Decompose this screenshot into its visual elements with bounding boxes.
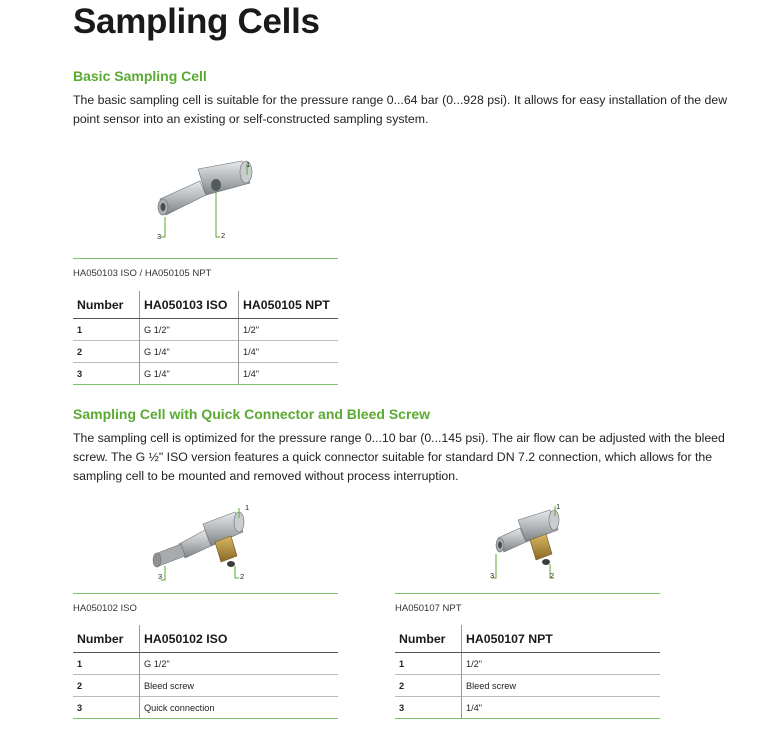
table-cell: 2 <box>73 675 140 697</box>
callout-1: 1 <box>246 160 251 169</box>
callout-1: 1 <box>556 502 561 511</box>
page-title: Sampling Cells <box>73 2 320 41</box>
callout-2: 2 <box>550 571 555 580</box>
table-cell: 1/2" <box>462 653 661 675</box>
column-header: HA050102 ISO <box>140 625 339 653</box>
column-header: Number <box>395 625 462 653</box>
callout-3: 3 <box>157 232 162 241</box>
table-cell: 1/4" <box>239 341 339 363</box>
callout-2: 2 <box>221 231 226 240</box>
table-row <box>395 653 660 675</box>
table-cell: 1/4" <box>462 697 661 719</box>
table-row <box>73 675 338 697</box>
image-caption: HA050107 NPT <box>395 603 462 614</box>
image-divider <box>73 258 338 259</box>
table-cell: 1 <box>395 653 462 675</box>
table-header-row <box>73 625 338 653</box>
table-header-row <box>395 625 660 653</box>
table-cell: G 1/2" <box>140 319 239 341</box>
table-cell: 3 <box>395 697 462 719</box>
iso-spec-table <box>73 625 338 719</box>
table-cell: G 1/2" <box>140 653 339 675</box>
table-row <box>73 319 338 341</box>
table-row <box>395 697 660 719</box>
quick-connector-cell-image <box>135 500 255 585</box>
basic-sampling-cell-image <box>150 155 260 245</box>
callout-3: 3 <box>490 571 495 580</box>
table-cell: Bleed screw <box>462 675 661 697</box>
callout-3: 3 <box>158 572 163 581</box>
section-description-quick: The sampling cell is optimized for the pressure range 0...10 bar (0...145 psi). The air flow can be adjusted with the bleed screw. The G ½" ISO version features a quick connector suitable for standard DN 7.2 connection, which allows for the sampling cell to be mounted and removed without process interruption. <box>73 431 725 483</box>
table-cell: 1 <box>73 653 140 675</box>
callout-2: 2 <box>240 572 245 581</box>
image-divider <box>395 593 660 594</box>
column-header: Number <box>73 625 140 653</box>
table-cell: 3 <box>73 363 140 385</box>
table-header-row <box>73 291 338 319</box>
basic-spec-table <box>73 291 338 385</box>
table-row <box>73 697 338 719</box>
table-row <box>395 675 660 697</box>
section-description-basic: The basic sampling cell is suitable for the pressure range 0...64 bar (0...928 psi). It allows for easy installation of the dew point sensor into an existing or self-constructed sampling system. <box>73 93 728 126</box>
section-heading-basic: Basic Sampling Cell <box>73 68 207 84</box>
npt-spec-table <box>395 625 660 719</box>
image-caption: HA050102 ISO <box>73 603 137 614</box>
table-cell: 2 <box>73 341 140 363</box>
table-cell: Quick connection <box>140 697 339 719</box>
section-heading-quick: Sampling Cell with Quick Connector and Bleed Screw <box>73 406 431 422</box>
table-cell: 1 <box>73 319 140 341</box>
table-row <box>73 363 338 385</box>
table-cell: 1/4" <box>239 363 339 385</box>
table-cell: Bleed screw <box>140 675 339 697</box>
image-divider <box>73 593 338 594</box>
table-cell: 2 <box>395 675 462 697</box>
image-caption: HA050103 ISO / HA050105 NPT <box>73 268 212 279</box>
column-header: HA050105 NPT <box>239 291 339 319</box>
table-cell: G 1/4" <box>140 341 239 363</box>
callout-1: 1 <box>245 503 250 512</box>
column-header: Number <box>73 291 140 319</box>
column-header: HA050103 ISO <box>140 291 239 319</box>
table-cell: G 1/4" <box>140 363 239 385</box>
table-row <box>73 653 338 675</box>
table-row <box>73 341 338 363</box>
column-header: HA050107 NPT <box>462 625 661 653</box>
table-cell: 1/2" <box>239 319 339 341</box>
npt-cell-image <box>480 500 575 585</box>
table-cell: 3 <box>73 697 140 719</box>
